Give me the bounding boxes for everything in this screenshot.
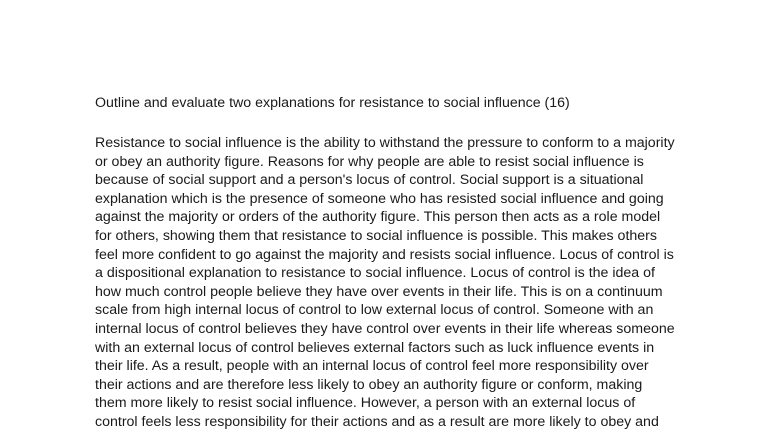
body-line: feel more confident to go against the majority and resists social influence. Locus of control is <box>95 246 674 263</box>
body-line: explanation which is the presence of someone who has resisted social influence and going <box>95 190 664 207</box>
essay-title: Outline and evaluate two explanations for resistance to social influence (16) <box>95 95 570 111</box>
body-line: with an external locus of control believes external factors such as luck influence events in <box>95 339 655 356</box>
body-line: their actions and are therefore less likely to obey an authority figure or conform, making <box>95 376 643 393</box>
body-line: them more likely to resist social influence. However, a person with an external locus of <box>95 395 636 412</box>
body-line: or obey an authority figure. Reasons for why people are able to resist social influence is <box>95 153 644 170</box>
body-line: against the majority or orders of the authority figure. This person then acts as a role model <box>95 209 661 226</box>
body-line: internal locus of control believes they have control over events in their life whereas someone <box>95 320 675 337</box>
body-line: control feels less responsibility for their actions and as a result are more likely to obey and <box>95 413 659 430</box>
body-line: scale from high internal locus of control to low external locus of control. Someone with an <box>95 302 654 319</box>
body-line: for others, showing them that resistance to social influence is possible. This makes others <box>95 227 657 244</box>
essay-body <box>95 134 675 432</box>
body-line: because of social support and a person's locus of control. Social support is a situational <box>95 172 644 189</box>
body-line: how much control people believe they have over events in their life. This is on a continuum <box>95 283 663 300</box>
body-line: Resistance to social influence is the ability to withstand the pressure to conform to a majority <box>95 135 675 151</box>
body-line: their life. As a result, people with an internal locus of control feel more responsibility over <box>95 358 649 375</box>
body-line: a dispositional explanation to resistance to social influence. Locus of control is the idea of <box>95 265 655 282</box>
